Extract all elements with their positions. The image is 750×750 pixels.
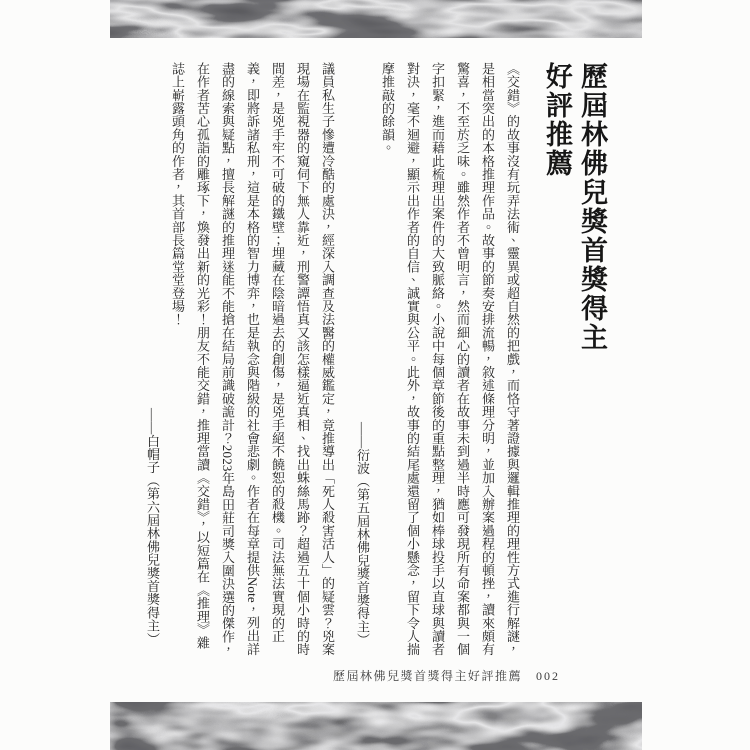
review-1-signature: ——衍波（第五屆林佛兒獎首獎得主） <box>355 421 370 646</box>
review-1-text: 《交錯》的故事沒有玩弄法術、靈異或超自然的把戲，而恪守著證據與邏輯推理的理性方式進行解謎，是相當突出的本格推理作品。故事的節奏安排流暢，敘述條理分明，並加入辦案過程的頓挫，讀來頗有驚喜，不至於乏味。雖然作者不曾明言，然而細心的讀者在故事未到過半時應可發現所有命案都與一個字扣緊，進而藉此梳理出案件的大致脈絡。小說中每個章節後的重點整理，猶如棒球投手以直球與讀者對決，毫不迴避，顯示出作者的自信、誠實與公平。此外，故事的結尾處還留了個小懸念，留下令人揣摩推敲的餘韻。 <box>380 62 520 656</box>
running-footer <box>300 667 560 684</box>
review-1 <box>350 62 525 662</box>
vertical-text-area <box>140 62 607 662</box>
marbled-texture-bottom <box>110 702 642 750</box>
review-2-text: 議員私生子慘遭冷酷的處決，經深入調查及法醫的權威鑑定，竟推導出「死人殺害活人」的疑雲？兇案現場在監視器的窺伺下無人靠近，刑警譚悟真又該怎樣逼近真相、找出蛛絲馬跡？超過五十個小時的時間差，是兇手牢不可破的鐵壁；埋藏在陰暗過去的創傷，是兇手絕不饒恕的殺機。司法無法實現的正義，即將訴諸私刑，這是本格的智力博弈，也是執念與階級的社會悲劇。作者在每章提供Note，列出詳盡的線索與疑點，擅長解謎的推理迷能不能搶在結局前識破詭計？2023年島田莊司獎入圍決選的傑作，在作者苦心孤詣的雕琢下，煥發出新的光彩！朋友不能交錯，推理當讀《交錯》，以短篇在《推理》雜誌上嶄露頭角的作者，其首部長篇堂堂登場！ <box>170 62 335 657</box>
page-number: 002 <box>536 669 560 683</box>
marbled-texture-top <box>110 0 642 38</box>
footer-label: 歷屆林佛兒獎首獎得主好評推薦 <box>332 669 522 683</box>
review-2 <box>140 62 340 662</box>
page-subtitle: 好評推薦 <box>542 62 572 178</box>
page-title: 歷屆林佛兒獎首獎得主 <box>577 62 607 352</box>
review-2-signature: ——白帽子（第六屆林佛兒獎首獎得主） <box>145 408 160 646</box>
